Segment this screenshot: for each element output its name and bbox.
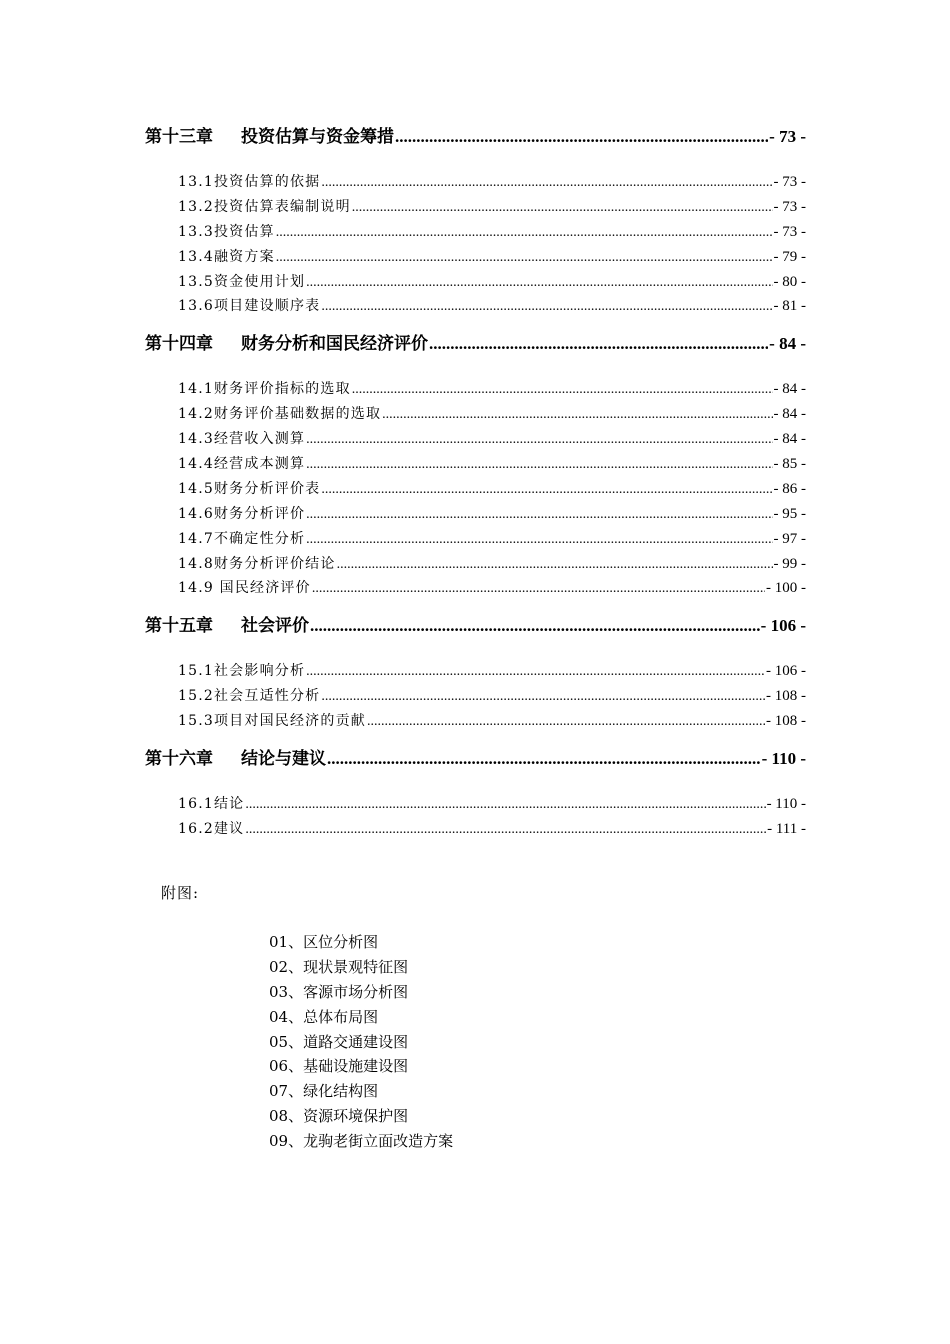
appendix-item[interactable]: 03、客源市场分析图 xyxy=(269,982,409,1001)
entry-page-number: - 84 - xyxy=(773,406,806,423)
entry-label: 16.2建议 xyxy=(178,820,245,837)
dot-leader xyxy=(321,685,765,710)
appendix-item[interactable]: 04、总体布局图 xyxy=(269,1007,379,1026)
dot-leader xyxy=(245,793,765,818)
entry-label: 13.3投资估算 xyxy=(178,223,275,240)
appendix-item[interactable]: 07、绿化结构图 xyxy=(269,1082,379,1101)
chapter-title: 投资估算与资金筹措 xyxy=(241,127,394,147)
chapter-title: 社会评价 xyxy=(241,616,309,637)
entry-label: 14.7不确定性分析 xyxy=(178,530,306,547)
appendix-item[interactable]: 02、现状景观特征图 xyxy=(269,957,409,976)
entry-page-number: - 106 - xyxy=(766,663,806,680)
toc-entry[interactable] xyxy=(145,294,806,319)
entry-page-number: - 84 - xyxy=(773,381,806,398)
entry-page-number: - 110 - xyxy=(766,796,806,813)
appendix-title: 附图: xyxy=(161,884,200,902)
toc-entry[interactable] xyxy=(145,502,806,527)
chapter-page-number: - 84 - xyxy=(769,334,806,354)
toc-chapter-heading[interactable] xyxy=(145,331,806,357)
entry-label: 13.4融资方案 xyxy=(178,248,275,265)
dot-leader xyxy=(321,478,772,503)
chapter-title: 结论与建议 xyxy=(241,749,326,770)
dot-leader xyxy=(429,331,768,357)
section-spacer xyxy=(145,319,806,331)
toc-entry[interactable] xyxy=(145,527,806,552)
entry-page-number: - 100 - xyxy=(766,580,806,597)
entry-label: 15.1社会影响分析 xyxy=(178,663,306,680)
chapter-title: 财务分析和国民经济评价 xyxy=(241,334,428,355)
dot-leader xyxy=(352,196,773,221)
dot-leader xyxy=(382,403,772,428)
entry-page-number: - 73 - xyxy=(773,223,806,240)
chapter-page-number: - 110 - xyxy=(761,749,806,769)
entry-page-number: - 80 - xyxy=(773,273,806,290)
dot-leader xyxy=(337,553,773,578)
entry-label: 14.4经营成本测算 xyxy=(178,456,306,473)
dot-leader xyxy=(310,613,760,639)
dot-leader xyxy=(312,577,765,602)
dot-leader xyxy=(306,428,772,453)
entry-page-number: - 99 - xyxy=(773,555,806,572)
toc-chapter-heading[interactable] xyxy=(145,124,806,150)
appendix-item[interactable]: 01、区位分析图 xyxy=(269,933,379,951)
dot-leader xyxy=(306,503,772,528)
toc-chapter-heading[interactable] xyxy=(145,746,806,772)
table-of-contents xyxy=(145,124,806,842)
entry-label: 14.9 国民经济评价 xyxy=(178,580,311,597)
entry-page-number: - 85 - xyxy=(773,456,806,473)
section-spacer xyxy=(145,601,806,613)
toc-entry[interactable] xyxy=(145,477,806,502)
appendix-item[interactable]: 09、龙驹老街立面改造方案 xyxy=(269,1132,454,1151)
dot-leader xyxy=(395,124,768,150)
entry-page-number: - 81 - xyxy=(773,298,806,315)
chapter-number: 第十六章 xyxy=(145,749,213,770)
toc-entry[interactable] xyxy=(145,270,806,295)
entry-page-number: - 73 - xyxy=(773,198,806,215)
dot-leader xyxy=(306,271,772,296)
entry-label: 14.6财务分析评价 xyxy=(178,505,306,522)
chapter-number: 第十五章 xyxy=(145,616,213,637)
entry-label: 14.1财务评价指标的选取 xyxy=(178,381,351,398)
toc-entry[interactable] xyxy=(145,170,806,195)
entry-page-number: - 86 - xyxy=(773,480,806,497)
entry-label: 14.5财务分析评价表 xyxy=(178,480,321,497)
dot-leader xyxy=(306,660,765,685)
appendix-item[interactable]: 05、道路交通建设图 xyxy=(269,1032,409,1051)
toc-entry[interactable] xyxy=(145,709,806,734)
toc-chapter-heading[interactable] xyxy=(145,613,806,639)
dot-leader xyxy=(352,378,773,403)
toc-entry[interactable] xyxy=(145,684,806,709)
dot-leader xyxy=(306,453,772,478)
toc-entry[interactable] xyxy=(145,427,806,452)
entry-label: 14.3经营收入测算 xyxy=(178,431,306,448)
toc-entry[interactable] xyxy=(145,552,806,577)
toc-entry[interactable] xyxy=(145,792,806,817)
entry-label: 14.2财务评价基础数据的选取 xyxy=(178,406,382,423)
entry-page-number: - 97 - xyxy=(773,530,806,547)
section-spacer xyxy=(145,734,806,746)
toc-entry[interactable] xyxy=(145,576,806,601)
entry-page-number: - 79 - xyxy=(773,248,806,265)
toc-entry[interactable] xyxy=(145,402,806,427)
toc-entry[interactable] xyxy=(145,452,806,477)
toc-entry[interactable] xyxy=(145,817,806,842)
toc-entry[interactable] xyxy=(145,377,806,402)
appendix-figure-list xyxy=(269,930,453,1154)
dot-leader xyxy=(321,171,772,196)
entry-label: 14.8财务分析评价结论 xyxy=(178,555,336,572)
dot-leader xyxy=(276,246,773,271)
dot-leader xyxy=(327,746,761,772)
chapter-number: 第十三章 xyxy=(145,127,213,147)
dot-leader xyxy=(245,818,766,843)
appendix-item[interactable]: 08、资源环境保护图 xyxy=(269,1107,409,1126)
dot-leader xyxy=(276,221,773,246)
chapter-page-number: - 106 - xyxy=(760,616,806,636)
entry-page-number: - 108 - xyxy=(766,688,806,705)
appendix-item[interactable]: 06、基础设施建设图 xyxy=(269,1057,409,1076)
toc-entry[interactable] xyxy=(145,659,806,684)
dot-leader xyxy=(306,528,772,553)
entry-page-number: - 95 - xyxy=(773,505,806,522)
entry-page-number: - 84 - xyxy=(773,431,806,448)
entry-label: 15.2社会互适性分析 xyxy=(178,688,321,705)
entry-label: 13.2投资估算表编制说明 xyxy=(178,198,351,215)
toc-entry[interactable] xyxy=(145,220,806,245)
dot-leader xyxy=(367,710,765,735)
toc-entry[interactable] xyxy=(145,195,806,220)
chapter-page-number: - 73 - xyxy=(769,127,806,146)
entry-label: 13.5资金使用计划 xyxy=(178,273,306,290)
entry-page-number: - 73 - xyxy=(773,174,806,190)
entry-label: 13.1投资估算的依据 xyxy=(178,174,321,190)
toc-entry[interactable] xyxy=(145,245,806,270)
dot-leader xyxy=(321,295,772,320)
entry-label: 16.1结论 xyxy=(178,796,245,813)
entry-label: 15.3项目对国民经济的贡献 xyxy=(178,713,366,730)
entry-page-number: - 108 - xyxy=(766,713,806,730)
entry-page-number: - 111 - xyxy=(767,820,806,837)
entry-label: 13.6项目建设顺序表 xyxy=(178,298,321,315)
chapter-number: 第十四章 xyxy=(145,334,213,355)
